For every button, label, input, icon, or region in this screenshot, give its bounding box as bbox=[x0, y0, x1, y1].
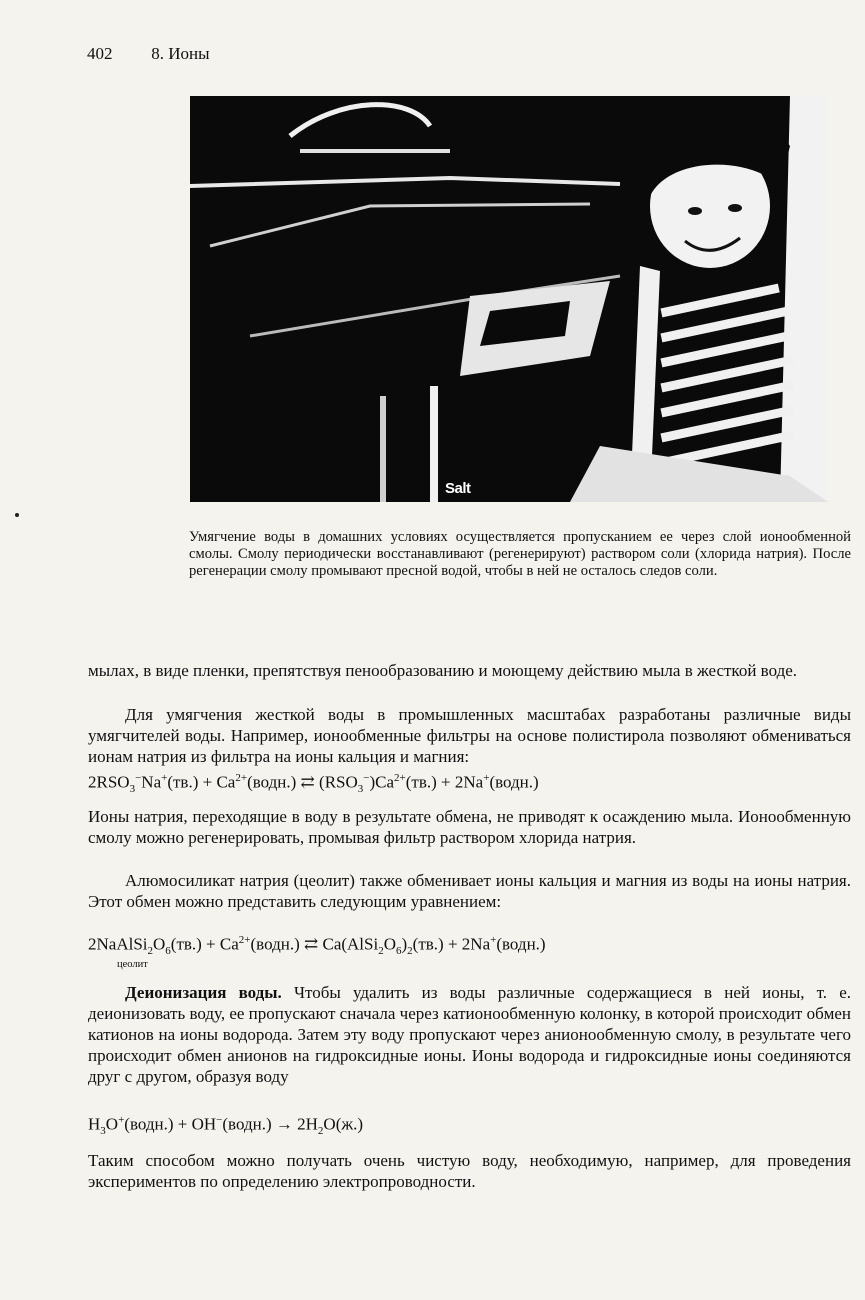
paragraph-text: Ионы натрия, переходящие в воду в результате обмена, не приводят к осаждению мыла. Ионообменную смолу можно регенерировать, промывая фильтр раствором хлорида натрия. bbox=[88, 807, 851, 847]
equation-1: $2RSO_3^-Na^+(тв.)$ + $Ca^{2+}(водн.)$ ⇄ $(RSO_3^-)Ca^{2+}(тв.)$ + 2Na+(водн.) bbox=[88, 772, 539, 796]
paragraph-2 bbox=[88, 704, 851, 767]
figure-caption: Умягчение воды в домашних условиях осуществляется пропусканием ее через слой ионообменной смолы. Смолу периодически восстанавливают (регенерируют) раствором соли (хлорида натрия). После регенерации смолу промывают пресной водой, чтобы в ней не осталось следов соли. bbox=[189, 529, 851, 579]
equation-2: $2NaAlSi_2O_6(тв.)$ + $Ca^{2+}(водн.)$ ⇄ $Ca(AlSi_2O_6)_2(тв.)$ + 2Na+(водн.) bbox=[88, 934, 546, 958]
kitchen-photo-illustration bbox=[190, 96, 828, 502]
salt-label: Salt bbox=[445, 480, 471, 497]
paragraph-6 bbox=[88, 1150, 851, 1192]
paragraph-text: Таким способом можно получать очень чистую воду, необходимую, например, для проведения экспериментов по определению электропроводности. bbox=[88, 1151, 851, 1191]
paragraph-text: Чтобы удалить из воды различные содержащиеся в ней ионы, т. е. деионизовать воду, ее пропускают сначала через катионообменную колонку, в которой происходит обмен катионов на ионы водорода. Затем эту воду пропускают через анионообменную смолу, в результате чего происходит обмен анионов на гидроксидные ионы. Ионы водорода и гидроксидные ионы соединяются друг с другом, образуя воду bbox=[88, 983, 851, 1086]
paragraph-text: Для умягчения жесткой воды в промышленных масштабах разработаны различные виды умягчителей воды. Например, ионообменные фильтры на основе полистирола позволяют обмениваться ионам натрия из фильтра на ионы кальция и магния: bbox=[88, 705, 851, 766]
section-title: 8. Ионы bbox=[151, 44, 210, 63]
zeolite-note: цеолит bbox=[117, 959, 148, 970]
paragraph-1 bbox=[88, 660, 851, 681]
paragraph-text: мылах, в виде пленки, препятствуя пенообразованию и моющему действию мыла в жесткой воде. bbox=[88, 661, 798, 680]
stray-dot bbox=[15, 513, 19, 517]
paragraph-3 bbox=[88, 806, 851, 848]
paragraph-4 bbox=[88, 870, 851, 912]
figure-photo bbox=[190, 96, 828, 502]
run-in-heading: Деионизация воды. bbox=[125, 983, 282, 1002]
paragraph-text: Алюмосиликат натрия (цеолит) также обменивает ионы кальция и магния из воды на ионы натрия. Этот обмен можно представить следующим уравнением: bbox=[88, 871, 851, 911]
page-number: 402 bbox=[87, 44, 113, 63]
page-header bbox=[87, 44, 210, 64]
equation-3: $H_3O^+(водн.)$ + OH−(водн.) → $2H_2O(ж.)$ bbox=[88, 1114, 364, 1138]
paragraph-5 bbox=[88, 982, 851, 1087]
